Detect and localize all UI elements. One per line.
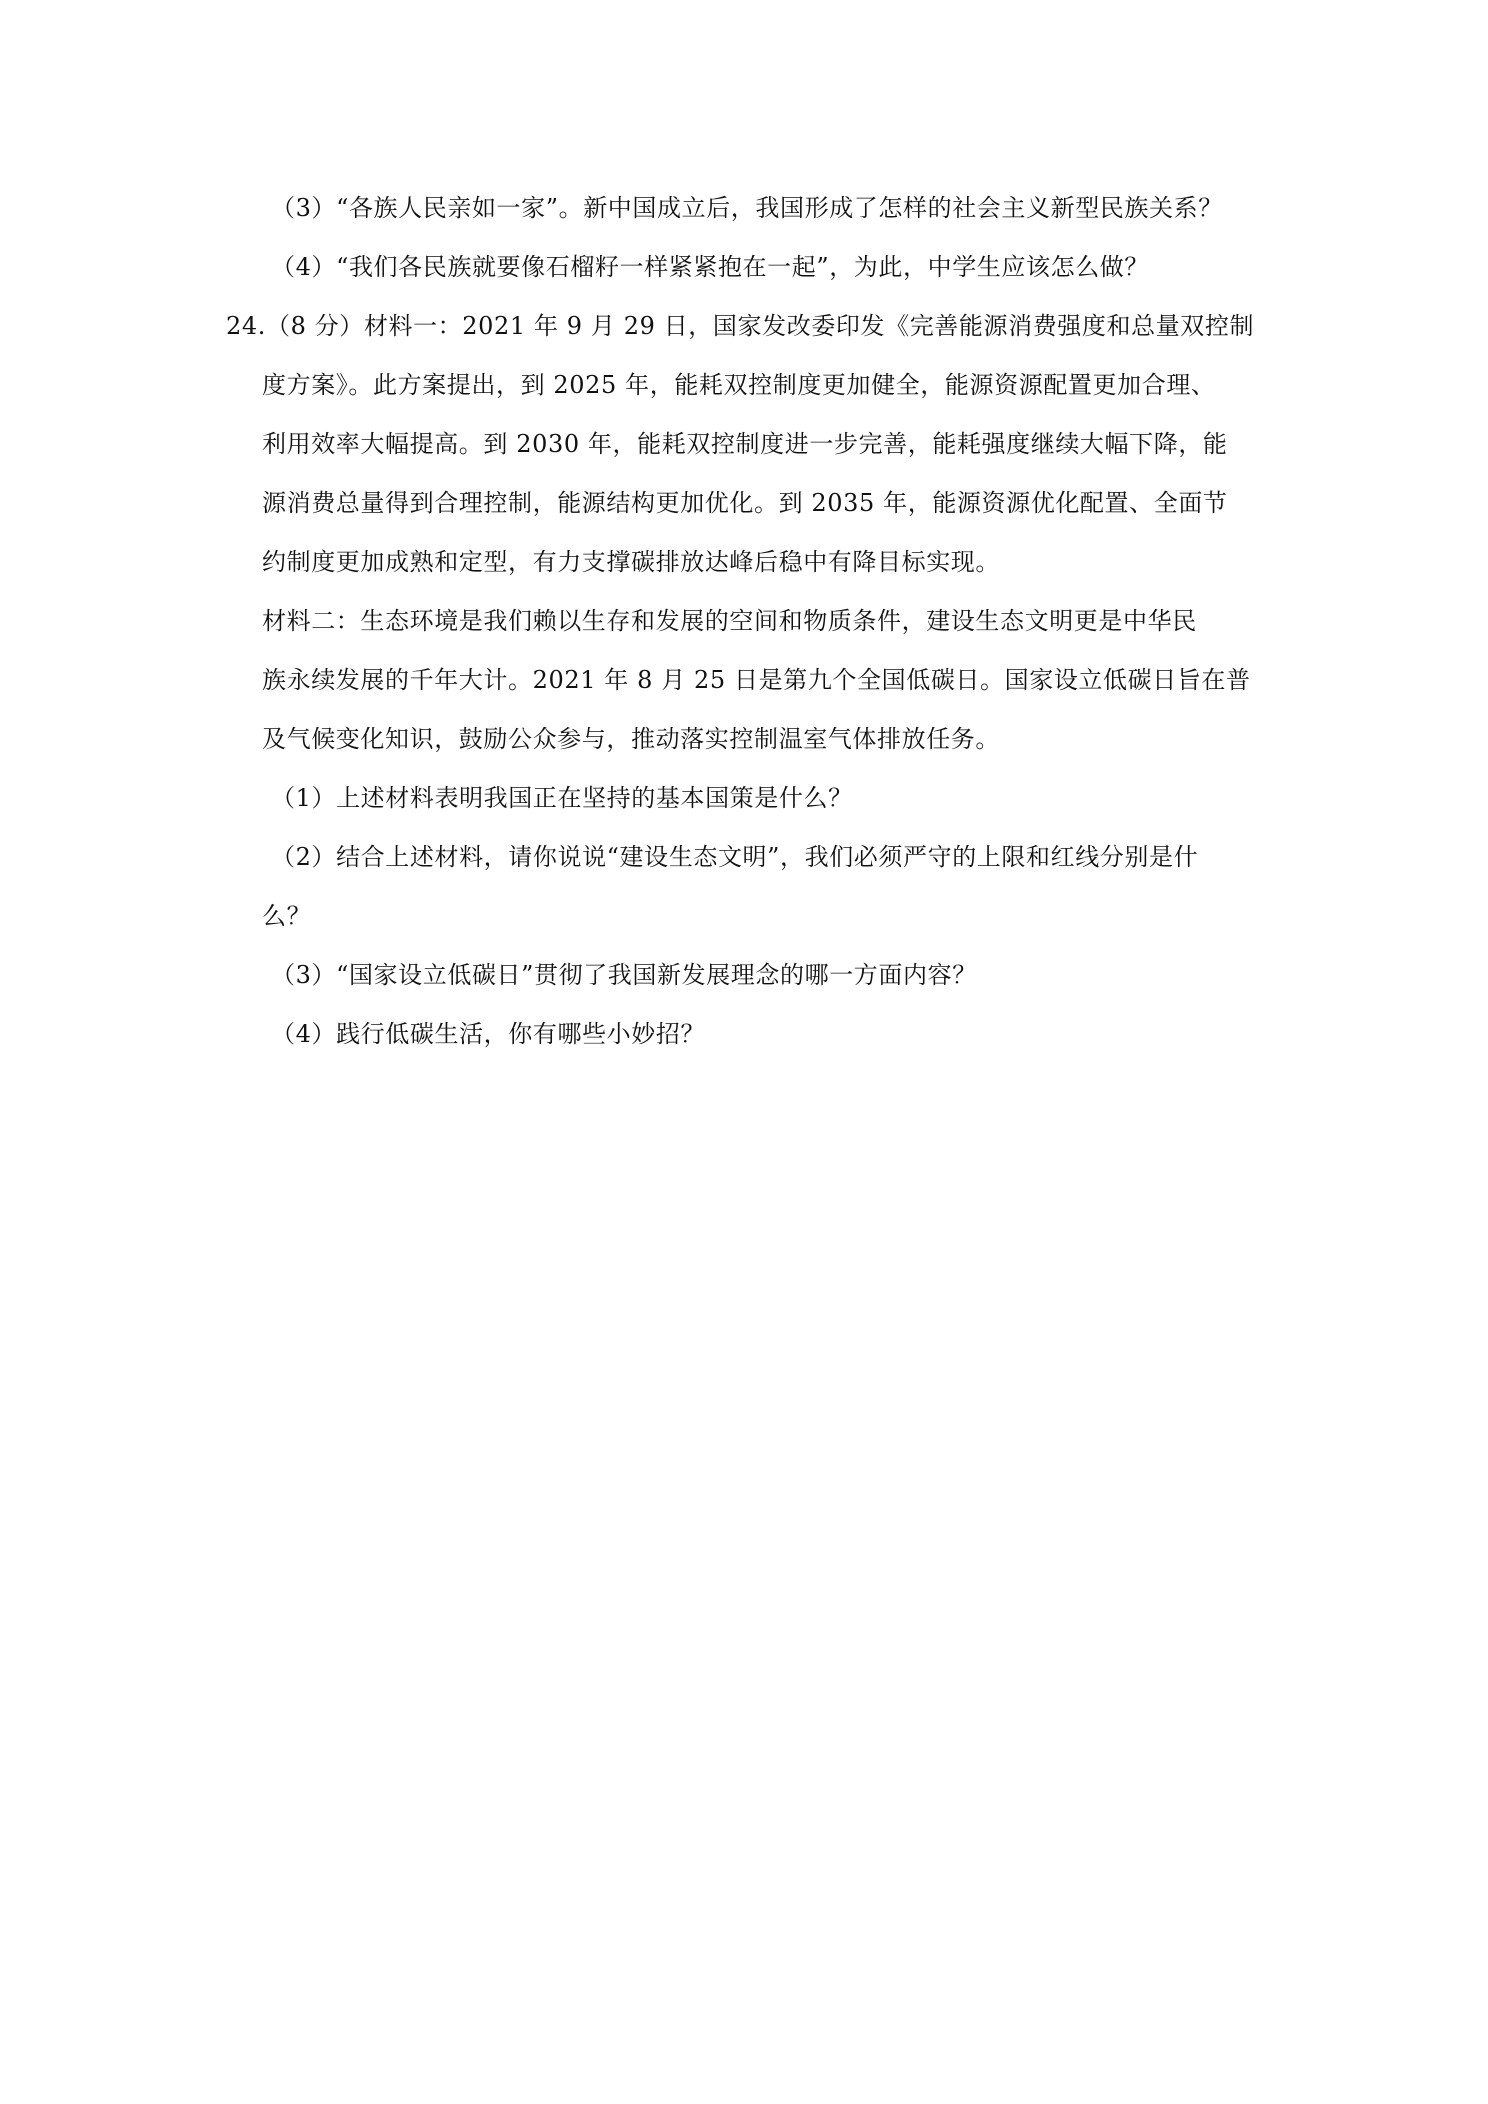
q24-stem-line-1: 24.（8 分）材料一：2021 年 9 月 29 日，国家发改委印发《完善能源消费强度和总量双控制 <box>226 312 1255 340</box>
q24-sub4: （4）践行低碳生活，你有哪些小妙招？ <box>271 1020 706 1048</box>
q24-sub2-line-2: 么？ <box>262 902 312 930</box>
q24-sub3: （3）“国家设立低碳日”贯彻了我国新发展理念的哪一方面内容？ <box>271 961 977 989</box>
q24-sub1: （1）上述材料表明我国正在坚持的基本国策是什么？ <box>271 784 853 812</box>
q24-stem-line-2: 度方案》。此方案提出，到 2025 年，能耗双控制度更加健全，能源资源配置更加合理、 <box>262 371 1216 399</box>
q24-material2-line-2: 族永续发展的千年大计。2021 年 8 月 25 日是第九个全国低碳日。国家设立低碳日旨在普 <box>262 666 1251 694</box>
q23-sub4: （4）“我们各民族就要像石榴籽一样紧紧抱在一起”，为此，中学生应该怎么做？ <box>271 253 1150 281</box>
q24-stem-line-5: 约制度更加成熟和定型，有力支撑碳排放达峰后稳中有降目标实现。 <box>262 548 1000 576</box>
q24-stem-line-4: 源消费总量得到合理控制，能源结构更加优化。到 2035 年，能源资源优化配置、全面节 <box>262 489 1228 517</box>
q24-sub2-line-1: （2）结合上述材料，请你说说“建设生态文明”，我们必须严守的上限和红线分别是什 <box>271 843 1199 871</box>
q23-sub3: （3）“各族人民亲如一家”。新中国成立后，我国形成了怎样的社会主义新型民族关系？ <box>271 194 1223 222</box>
q24-stem-line-3: 利用效率大幅提高。到 2030 年，能耗双控制度进一步完善，能耗强度继续大幅下降，能 <box>262 430 1228 458</box>
q24-material2-line-3: 及气候变化知识，鼓励公众参与，推动落实控制温室气体排放任务。 <box>262 725 1000 753</box>
q24-material2-line-1: 材料二：生态环境是我们赖以生存和发展的空间和物质条件，建设生态文明更是中华民 <box>262 607 1197 635</box>
